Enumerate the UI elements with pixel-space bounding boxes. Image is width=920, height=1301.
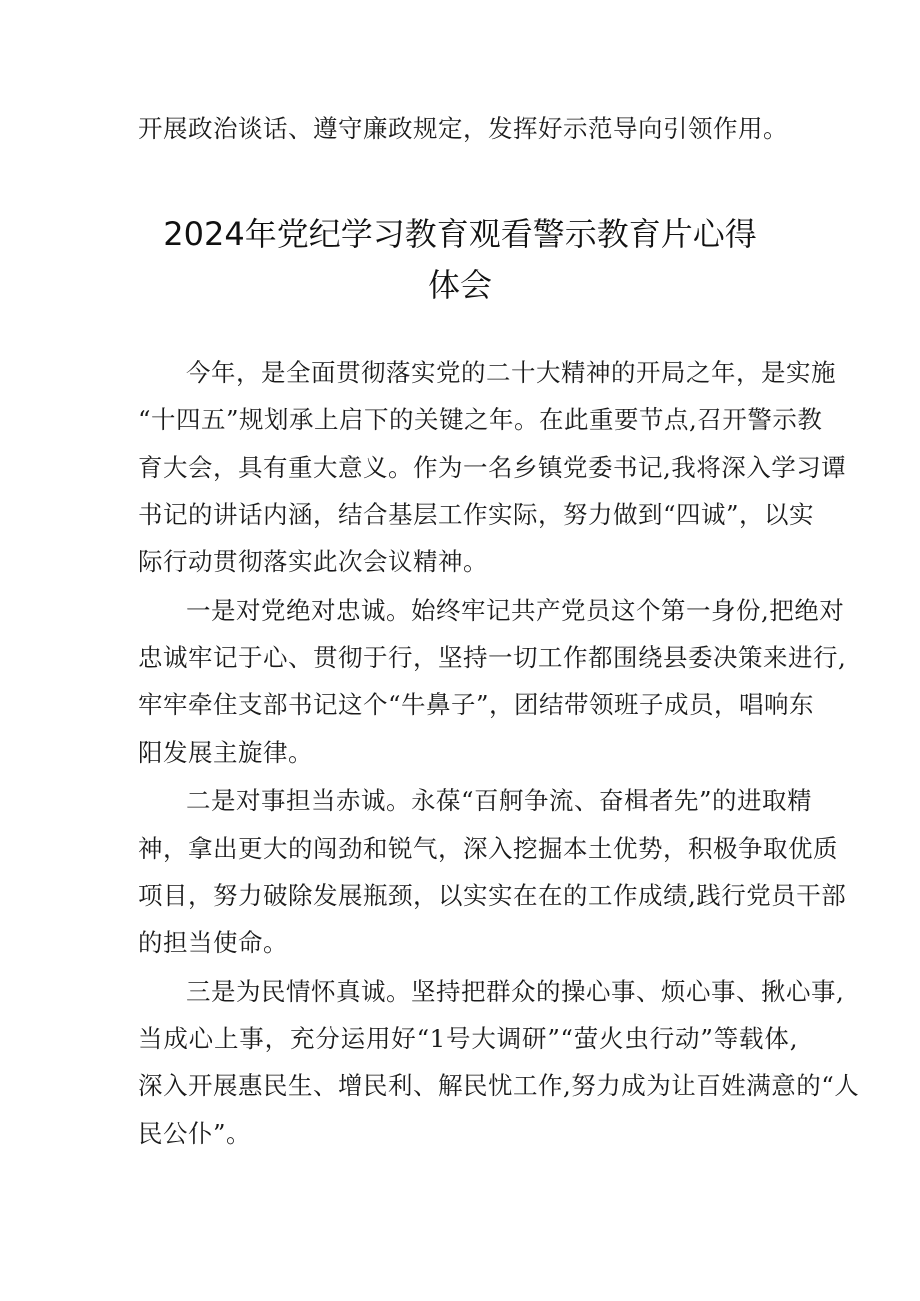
paragraph-line: 育大会，具有重大意义。作为一名乡镇党委书记,我将深入学习谭 — [138, 453, 847, 482]
paragraph-line: 忠诚牢记于心、贯彻于行，坚持一切工作都围绕县委决策来进行, — [138, 643, 847, 672]
paragraph-line: 的担当使命。 — [138, 928, 288, 957]
paragraph-line: 项目，努力破除发展瓶颈，以实实在在的工作成绩,践行党员干部 — [138, 881, 847, 910]
paragraph-line: 民公仆”。 — [138, 1119, 252, 1148]
document-title-line-1: 2024年党纪学习教育观看警示教育片心得 — [163, 215, 757, 253]
carryover-text-line: 开展政治谈话、遵守廉政规定，发挥好示范导向引领作用。 — [138, 114, 788, 143]
paragraph-line: 阳发展主旋律。 — [138, 738, 313, 767]
paragraph-line: 二是对事担当赤诚。永葆“百舸争流、奋楫者先”的进取精 — [186, 786, 813, 815]
paragraph-line: 今年，是全面贯彻落实党的二十大精神的开局之年，是实施 — [186, 358, 836, 387]
paragraph-line: 书记的讲话内涵，结合基层工作实际，努力做到“四诚”，以实 — [138, 500, 815, 529]
paragraph-line: 当成心上事，充分运用好“1号大调研”“萤火虫行动”等载体, — [138, 1024, 798, 1053]
paragraph-line: 三是为民情怀真诚。坚持把群众的操心事、烦心事、揪心事, — [186, 977, 845, 1006]
paragraph-line: 深入开展惠民生、增民利、解民忧工作,努力成为让百姓满意的“人 — [138, 1071, 860, 1100]
document-title-line-2: 体会 — [427, 266, 492, 304]
paragraph-line: 牢牢牵住支部书记这个“牛鼻子”，团结带领班子成员，唱响东 — [138, 690, 815, 719]
paragraph-line: 神，拿出更大的闯劲和锐气，深入挖掘本土优势，积极争取优质 — [138, 834, 838, 863]
paragraph-line: 际行动贯彻落实此次会议精神。 — [138, 547, 488, 576]
paragraph-line: “十四五”规划承上启下的关键之年。在此重要节点,召开警示教 — [138, 405, 823, 434]
paragraph-line: 一是对党绝对忠诚。始终牢记共产党员这个第一身份,把绝对 — [186, 596, 845, 625]
